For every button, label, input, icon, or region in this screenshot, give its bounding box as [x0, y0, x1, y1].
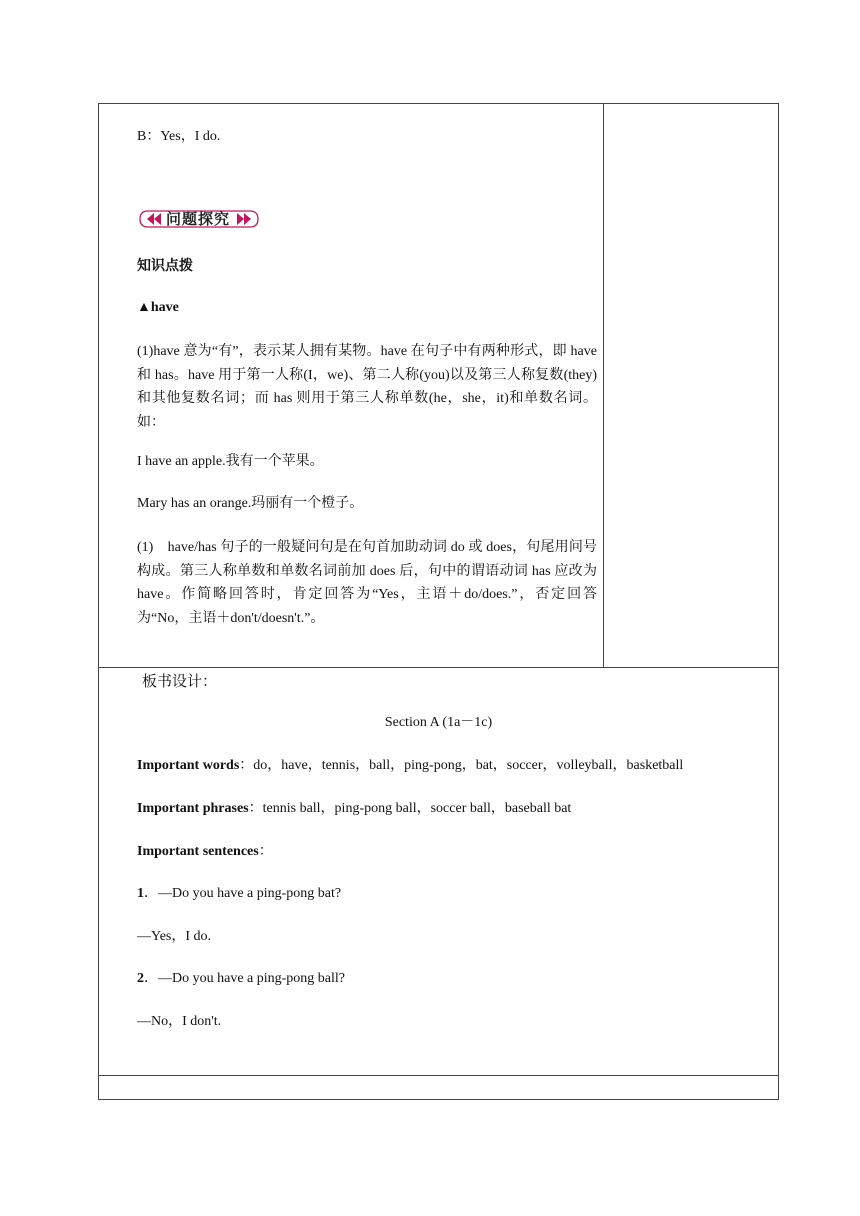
sentence-1-number: 1: [137, 886, 144, 901]
sentence-1-question: [137, 884, 341, 904]
phrases-label: Important phrases: [137, 801, 249, 816]
words-list: ：do，have，tennis，ball，ping-pong，bat，soccer，volleyball，basketball: [239, 758, 684, 773]
example-1: I have an apple.我有一个苹果。: [137, 454, 324, 469]
b-answer: B：Yes，I do.: [137, 129, 221, 144]
sentence-2-answer: —No，I don't.: [137, 1014, 222, 1029]
important-sentences: [137, 842, 273, 862]
paragraph-1: (1)have 意为“有”，表示某人拥有某物。have 在句子中有两种形式，即 have 和 has。have 用于第一人称(I，we)、第二人称(you)以及第三人称复数(they)和其他复数名词；而 has 则用于第三人称单数(he，she，it)和单数名词。如：: [137, 344, 597, 430]
column-divider: [603, 103, 604, 668]
board-heading: 板书设计：: [142, 672, 218, 690]
row-divider-1: [98, 667, 779, 668]
badge-label: 问题探究: [166, 210, 231, 228]
sentence-2-question: [137, 969, 345, 989]
section-title: Section A (1a－1c): [384, 715, 493, 730]
sentence-1-answer: —Yes，I do.: [137, 929, 212, 944]
section-badge: [136, 207, 262, 231]
sentence-1-text: ．—Do you have a ping-pong bat?: [144, 886, 342, 901]
paragraph-2: (1) have/has 句子的一般疑问句是在句首加助动词 do 或 does，句尾用问号构成。第三人称单数和单数名词前加 does 后，句中的谓语动词 has 应改为 have。作简略回答时，肯定回答为“Yes，主语＋do/does.”，否定回答为“No，主语＋don't/doesn't.”。: [137, 540, 597, 626]
example-2: Mary has an orange.玛丽有一个橙子。: [137, 496, 364, 511]
important-words: [137, 756, 683, 776]
words-label: Important words: [137, 758, 240, 773]
knowledge-title: 知识点拨: [137, 258, 193, 274]
sentence-2-number: 2: [137, 971, 144, 986]
important-phrases: [137, 799, 571, 819]
have-title: ▲have: [137, 300, 179, 315]
sentences-colon: ：: [258, 844, 273, 859]
sentences-label: Important sentences: [137, 844, 259, 859]
row-divider-2: [98, 1075, 779, 1076]
sentence-2-text: ．—Do you have a ping-pong ball?: [144, 971, 346, 986]
phrases-list: ：tennis ball，ping-pong ball，soccer ball，baseball bat: [248, 801, 572, 816]
